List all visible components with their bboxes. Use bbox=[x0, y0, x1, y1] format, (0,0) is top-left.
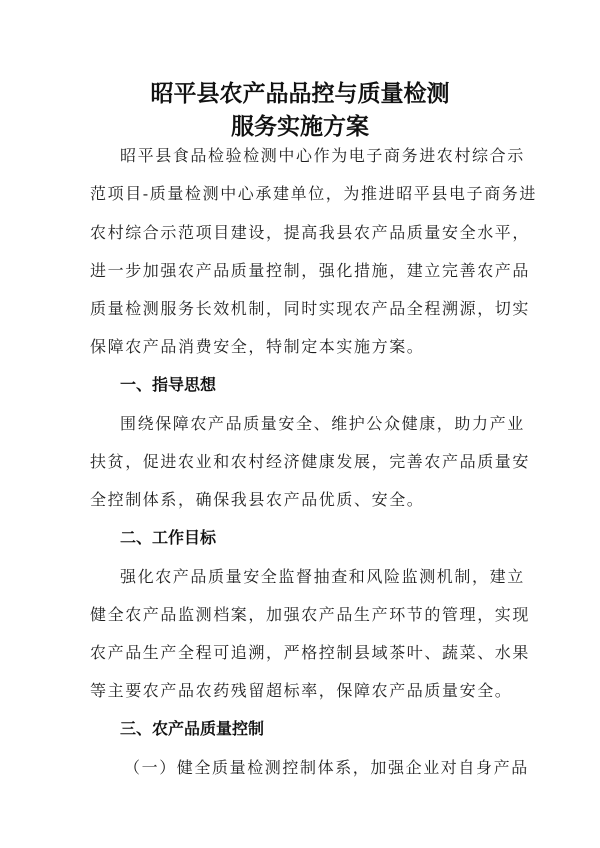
section-2-line: 健全农产品监测档案，加强农产品生产环节的管理，实现 bbox=[90, 605, 531, 624]
section-2-line: 等主要农产品农药残留超标率，保障农产品质量安全。 bbox=[90, 681, 513, 700]
section-1-line: 围绕保障农产品质量安全、维护公众健康，助力产业 bbox=[120, 414, 525, 433]
section-heading-guiding-ideology: 一、指导思想 bbox=[120, 375, 217, 394]
intro-paragraph-line: 昭平县食品检验检测中心作为电子商务进农村综合示 bbox=[120, 146, 525, 165]
section-1-line: 全控制体系，确保我县农产品优质、安全。 bbox=[90, 490, 425, 509]
section-1-line: 扶贫，促进农业和农村经济健康发展，完善农产品质量安 bbox=[90, 452, 531, 471]
intro-paragraph-line: 质量检测服务长效机制，同时实现农产品全程溯源，切实 bbox=[90, 299, 531, 318]
section-heading-quality-control: 三、农产品质量控制 bbox=[120, 719, 265, 738]
intro-paragraph-line: 进一步加强农产品质量控制，强化措施，建立完善农产品 bbox=[90, 261, 531, 280]
document-title-line-1: 昭平县农产品品控与质量检测 bbox=[150, 81, 450, 107]
document-title-line-2: 服务实施方案 bbox=[231, 114, 369, 140]
section-heading-work-goals: 二、工作目标 bbox=[120, 528, 217, 547]
section-2-line: 强化农产品质量安全监督抽查和风险监测机制，建立 bbox=[120, 567, 525, 586]
intro-paragraph-line: 范项目-质量检测中心承建单位，为推进昭平县电子商务进 bbox=[90, 184, 538, 203]
intro-paragraph-line: 保障农产品消费安全，特制定本实施方案。 bbox=[90, 337, 425, 356]
intro-paragraph-line: 农村综合示范项目建设，提高我县农产品质量安全水平， bbox=[90, 223, 531, 242]
section-2-line: 农产品生产全程可追溯，严格控制县域茶叶、蔬菜、水果 bbox=[90, 643, 531, 662]
section-3-line: （一）健全质量检测控制体系，加强企业对自身产品 bbox=[124, 758, 529, 777]
